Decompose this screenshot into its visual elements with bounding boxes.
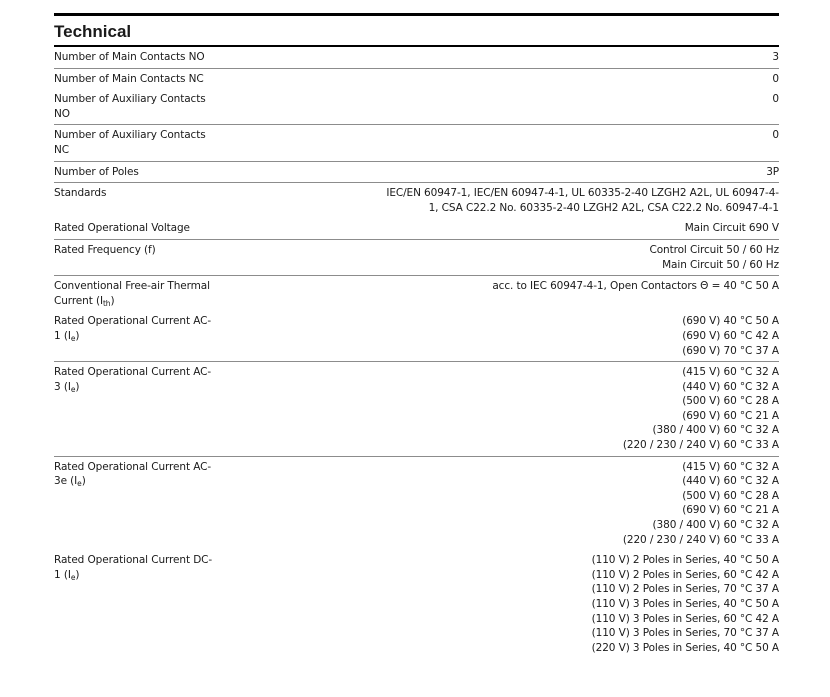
value-line: Main Circuit 690 V [684, 222, 779, 235]
value-line: (110 V) 3 Poles in Series, 60 °C 42 A [591, 612, 779, 625]
spec-label: Number of Poles [54, 165, 139, 178]
spec-value [214, 365, 779, 453]
label-end: ) [110, 294, 115, 307]
spec-label [54, 314, 214, 358]
value-line: 0 [772, 72, 779, 85]
spec-row-ac1-current [54, 311, 779, 362]
spec-value [214, 50, 779, 65]
value-line: IEC/EN 60947-1, IEC/EN 60947-4-1, UL 60335-2-40 LZGH2 A2L, UL 60947-4- [386, 187, 779, 200]
spec-row-thermal-current [54, 276, 779, 311]
label-text: Rated Operational Current AC-3e (I [54, 460, 212, 488]
spec-value [214, 72, 779, 87]
spec-label: Standards [54, 187, 107, 200]
label-subscript: e [77, 479, 82, 489]
value-line: 0 [772, 129, 779, 142]
spec-value [214, 279, 779, 308]
value-line: (500 V) 60 °C 28 A [682, 395, 779, 408]
top-rule [54, 13, 779, 16]
label-subscript: e [70, 333, 76, 343]
value-line: Control Circuit 50 / 60 Hz [649, 243, 779, 256]
spec-value [214, 460, 779, 548]
label-subscript: th [102, 298, 111, 308]
value-line: (690 V) 70 °C 37 A [682, 344, 779, 357]
spec-label: Rated Frequency (f) [54, 243, 156, 256]
spec-value [214, 165, 779, 180]
value-line: acc. to IEC 60947-4-1, Open Contactors Θ = 40 °C 50 A [492, 280, 779, 293]
value-line: (110 V) 2 Poles in Series, 40 °C 50 A [591, 554, 779, 567]
label-end: ) [75, 329, 80, 342]
value-line: (690 V) 60 °C 42 A [682, 329, 779, 342]
spec-label [54, 365, 214, 453]
value-line: (220 / 230 / 240 V) 60 °C 33 A [622, 533, 779, 546]
spec-row-rated-frequency [54, 240, 779, 276]
value-line: 3 [772, 51, 779, 63]
label-text: Rated Operational Current AC-3 (I [54, 366, 212, 393]
value-line: 3P [766, 165, 779, 178]
label-text: Rated Operational Current AC-1 (I [54, 315, 212, 342]
value-line: 0 [772, 93, 779, 106]
spec-label: Number of Main Contacts NC [54, 72, 204, 85]
spec-label: Rated Operational Voltage [54, 222, 190, 235]
spec-value [214, 186, 779, 215]
spec-value [214, 553, 779, 655]
spec-label: Number of Main Contacts NO [54, 51, 205, 63]
label-end: ) [75, 380, 80, 393]
spec-label [54, 460, 214, 548]
spec-value [214, 221, 779, 236]
spec-label: Number of Auxiliary Contacts NO [54, 93, 206, 120]
value-line: (110 V) 2 Poles in Series, 60 °C 42 A [591, 568, 779, 581]
value-line: (380 / 400 V) 60 °C 32 A [652, 519, 779, 532]
technical-section [54, 13, 779, 658]
value-line: (380 / 400 V) 60 °C 32 A [652, 424, 779, 437]
spec-row-aux-contacts-no [54, 89, 779, 125]
label-end: ) [81, 475, 86, 488]
spec-row-poles [54, 162, 779, 184]
value-line: Main Circuit 50 / 60 Hz [662, 258, 779, 271]
section-title: Technical [54, 22, 132, 41]
value-line: (690 V) 60 °C 21 A [682, 409, 779, 422]
value-line: (690 V) 40 °C 50 A [682, 315, 779, 328]
label-text: Conventional Free-air Thermal Current (I [54, 280, 210, 307]
spec-row-rated-voltage [54, 218, 779, 240]
label-subscript: e [70, 572, 76, 582]
value-line: (110 V) 3 Poles in Series, 40 °C 50 A [591, 598, 779, 610]
spec-row-ac3-current [54, 362, 779, 457]
spec-row-standards [54, 183, 779, 218]
spec-row-ac3e-current [54, 457, 779, 551]
spec-value [214, 128, 779, 157]
value-line: 1, CSA C22.2 No. 60335-2-40 LZGH2 A2L, CSA C22.2 No. 60947-4-1 [428, 201, 779, 214]
spec-row-aux-contacts-nc [54, 125, 779, 161]
spec-row-main-contacts-nc [54, 69, 779, 90]
value-line: (110 V) 3 Poles in Series, 70 °C 37 A [591, 627, 779, 640]
value-line: (415 V) 60 °C 32 A [682, 460, 779, 473]
value-line: (690 V) 60 °C 21 A [682, 504, 779, 517]
value-line: (500 V) 60 °C 28 A [682, 489, 779, 502]
spec-label [54, 279, 214, 308]
value-line: (110 V) 2 Poles in Series, 70 °C 37 A [591, 583, 779, 596]
spec-value [214, 243, 779, 272]
spec-label [54, 553, 214, 655]
spec-value [214, 92, 779, 121]
value-line: (415 V) 60 °C 32 A [682, 366, 779, 379]
label-text: Rated Operational Current DC-1 (I [54, 554, 213, 581]
spec-row-dc1-current [54, 550, 779, 658]
spec-value [214, 314, 779, 358]
value-line: (220 V) 3 Poles in Series, 40 °C 50 A [591, 641, 779, 654]
value-line: (220 / 230 / 240 V) 60 °C 33 A [622, 439, 779, 452]
label-end: ) [75, 568, 80, 581]
spec-label: Number of Auxiliary Contacts NC [54, 129, 206, 156]
value-line: (440 V) 60 °C 32 A [682, 475, 779, 488]
spec-row-main-contacts-no [54, 47, 779, 69]
label-subscript: e [70, 384, 76, 394]
value-line: (440 V) 60 °C 32 A [682, 380, 779, 393]
